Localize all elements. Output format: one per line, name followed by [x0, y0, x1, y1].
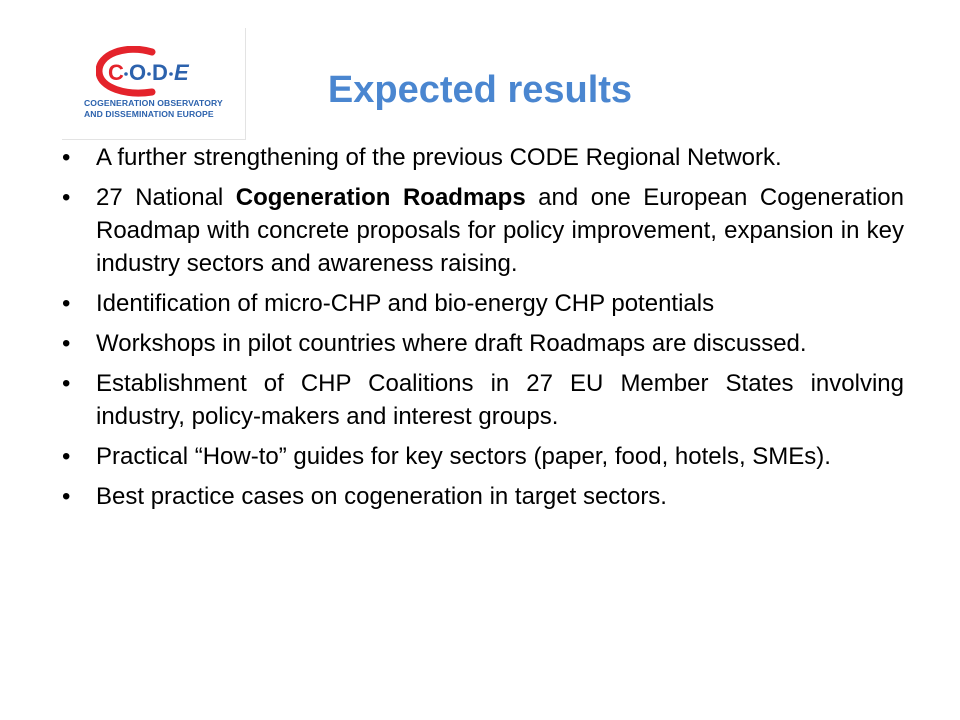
page-title: Expected results	[327, 69, 633, 111]
list-item	[62, 327, 904, 360]
code-logo	[62, 28, 246, 140]
logo-tagline-line2: AND DISSEMINATION EUROPE	[84, 109, 214, 119]
logo-letter-e: E	[174, 60, 189, 85]
list-item	[62, 287, 904, 320]
item-text: Workshops in pilot countries where draft Roadmaps are discussed.	[96, 330, 807, 357]
logo-tagline-line1: COGENERATION OBSERVATORY	[84, 98, 223, 108]
list-item	[62, 367, 904, 433]
results-list	[62, 141, 904, 520]
item-text: Establishment of CHP Coalitions in 27 EU Member States involving industry, policy-makers and interest groups.	[96, 370, 904, 430]
list-item	[62, 141, 904, 174]
list-item	[62, 181, 904, 280]
item-text-bold: Cogeneration Roadmaps	[235, 184, 526, 211]
item-text: Identification of micro-CHP and bio-energy CHP potentials	[96, 290, 715, 317]
list-item	[62, 480, 904, 513]
item-text: A further strengthening of the previous CODE Regional Network.	[96, 144, 782, 171]
code-logo-icon	[96, 46, 216, 98]
list-item	[62, 440, 904, 473]
item-text: Best practice cases on cogeneration in target sectors.	[96, 483, 667, 510]
logo-letter-o: O	[129, 60, 147, 85]
item-text-after: and one European Cogeneration Roadmap with concrete proposals for policy improvement, expansion in key industry sectors and awareness raising.	[96, 184, 904, 277]
item-text: Practical “How-to” guides for key sectors (paper, food, hotels, SMEs).	[96, 443, 831, 470]
item-text-before: 27 National	[96, 184, 236, 211]
logo-letter-d: D	[152, 60, 168, 85]
logo-letter-c: C	[108, 60, 124, 85]
logo-tagline	[84, 98, 223, 120]
